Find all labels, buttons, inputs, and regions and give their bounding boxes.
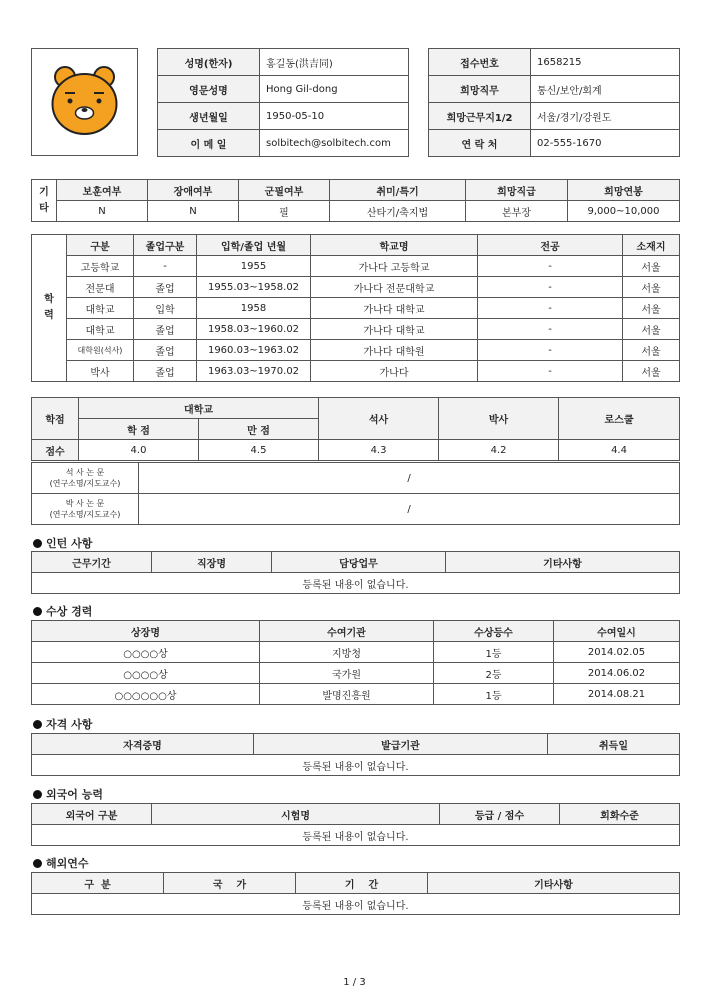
edu-type: 박사 bbox=[67, 361, 134, 382]
edu-school: 가나다 대학원 bbox=[311, 340, 478, 361]
etc-value: N bbox=[148, 201, 239, 222]
edu-school: 가나다 대학교 bbox=[311, 319, 478, 340]
etc-value: 산타기/축지법 bbox=[330, 201, 466, 222]
master-thesis-value: / bbox=[139, 463, 680, 494]
grades-full: 만 점 bbox=[199, 419, 319, 440]
overseas-header: 구 분 bbox=[32, 873, 164, 894]
language-section-title: 외국어 능력 bbox=[33, 786, 103, 802]
etc-value: 필 bbox=[239, 201, 330, 222]
award-date: 2014.02.05 bbox=[554, 642, 680, 663]
job-value: 통신/보안/회계 bbox=[531, 76, 680, 103]
edu-header: 입학/졸업 년월 bbox=[197, 235, 311, 256]
intern-empty: 등록된 내용이 없습니다. bbox=[32, 573, 680, 594]
contact-label: 연 락 처 bbox=[429, 130, 531, 157]
etc-header: 취미/특기 bbox=[330, 180, 466, 201]
contact-value: 02-555-1670 bbox=[531, 130, 680, 157]
edu-location: 서울 bbox=[623, 277, 680, 298]
grades-univ: 대학교 bbox=[79, 398, 319, 419]
application-table bbox=[428, 48, 680, 157]
photo-box bbox=[31, 48, 138, 156]
award-org: 지방청 bbox=[260, 642, 434, 663]
awards-header: 수여기관 bbox=[260, 621, 434, 642]
edu-status: - bbox=[134, 256, 197, 277]
edu-status: 졸업 bbox=[134, 340, 197, 361]
master-thesis-label: 석 사 논 문 (연구소명/지도교수) bbox=[32, 463, 139, 494]
language-header: 등급 / 점수 bbox=[440, 804, 560, 825]
intern-header: 담당업무 bbox=[272, 552, 446, 573]
table-row bbox=[32, 319, 680, 340]
edu-school: 가나다 고등학교 bbox=[311, 256, 478, 277]
award-rank: 1등 bbox=[434, 642, 554, 663]
etc-value: 9,000~10,000 bbox=[568, 201, 680, 222]
edu-major: - bbox=[478, 298, 623, 319]
bullet-icon bbox=[33, 859, 42, 868]
edu-period: 1963.03~1970.02 bbox=[197, 361, 311, 382]
eng-name-label: 영문성명 bbox=[158, 76, 260, 103]
intern-section-title: 인턴 사항 bbox=[33, 535, 92, 551]
grades-master: 석사 bbox=[319, 398, 439, 440]
thesis-table bbox=[31, 462, 680, 525]
edu-header: 구분 bbox=[67, 235, 134, 256]
language-empty: 등록된 내용이 없습니다. bbox=[32, 825, 680, 846]
license-empty: 등록된 내용이 없습니다. bbox=[32, 755, 680, 776]
area-value: 서울/경기/강원도 bbox=[531, 103, 680, 130]
intern-header: 근무기간 bbox=[32, 552, 152, 573]
grades-table bbox=[31, 397, 680, 461]
edu-type: 대학교 bbox=[67, 298, 134, 319]
score-value: 4.2 bbox=[439, 440, 559, 461]
license-header: 자격증명 bbox=[32, 734, 254, 755]
edu-major: - bbox=[478, 319, 623, 340]
name-label: 성명(한자) bbox=[158, 49, 260, 76]
etc-table bbox=[31, 179, 680, 222]
score-label: 점수 bbox=[32, 440, 79, 461]
award-rank: 1등 bbox=[434, 684, 554, 705]
edu-location: 서울 bbox=[623, 256, 680, 277]
edu-location: 서울 bbox=[623, 319, 680, 340]
bullet-icon bbox=[33, 790, 42, 799]
intern-header: 기타사항 bbox=[446, 552, 680, 573]
table-row bbox=[32, 298, 680, 319]
edu-type: 전문대 bbox=[67, 277, 134, 298]
edu-header: 전공 bbox=[478, 235, 623, 256]
doctor-thesis-label: 박 사 논 문 (연구소명/지도교수) bbox=[32, 494, 139, 525]
receipt-value: 1658215 bbox=[531, 49, 680, 76]
intern-header: 직장명 bbox=[152, 552, 272, 573]
etc-value: 본부장 bbox=[466, 201, 568, 222]
edu-status: 졸업 bbox=[134, 361, 197, 382]
edu-major: - bbox=[478, 361, 623, 382]
edu-location: 서울 bbox=[623, 361, 680, 382]
receipt-label: 접수번호 bbox=[429, 49, 531, 76]
edu-school: 가나다 bbox=[311, 361, 478, 382]
award-rank: 2등 bbox=[434, 663, 554, 684]
edu-major: - bbox=[478, 256, 623, 277]
awards-table bbox=[31, 620, 680, 705]
table-row bbox=[32, 256, 680, 277]
grades-points: 학 점 bbox=[79, 419, 199, 440]
award-name: ○○○○○○상 bbox=[32, 684, 260, 705]
edu-period: 1958.03~1960.02 bbox=[197, 319, 311, 340]
awards-header: 수상등수 bbox=[434, 621, 554, 642]
edu-major: - bbox=[478, 340, 623, 361]
license-header: 취득일 bbox=[548, 734, 680, 755]
name-value: 홍길동(洪吉同) bbox=[260, 49, 409, 76]
score-value: 4.0 bbox=[79, 440, 199, 461]
language-header: 시험명 bbox=[152, 804, 440, 825]
etc-header: 보훈여부 bbox=[57, 180, 148, 201]
edu-status: 졸업 bbox=[134, 277, 197, 298]
score-value: 4.3 bbox=[319, 440, 439, 461]
email-value[interactable]: solbitech@solbitech.com bbox=[260, 130, 409, 157]
overseas-header: 국 가 bbox=[164, 873, 296, 894]
bullet-icon bbox=[33, 720, 42, 729]
grades-corner: 학점 bbox=[32, 398, 79, 440]
grades-doctor: 박사 bbox=[439, 398, 559, 440]
award-name: ○○○○상 bbox=[32, 642, 260, 663]
etc-header: 군필여부 bbox=[239, 180, 330, 201]
edu-status: 졸업 bbox=[134, 319, 197, 340]
etc-header: 희망직급 bbox=[466, 180, 568, 201]
language-header: 외국어 구분 bbox=[32, 804, 152, 825]
education-table bbox=[31, 234, 680, 382]
edu-status: 입학 bbox=[134, 298, 197, 319]
score-value: 4.4 bbox=[559, 440, 680, 461]
edu-location: 서울 bbox=[623, 340, 680, 361]
edu-period: 1960.03~1963.02 bbox=[197, 340, 311, 361]
page-number: 1 / 3 bbox=[343, 977, 366, 988]
edu-period: 1955 bbox=[197, 256, 311, 277]
job-label: 희망직무 bbox=[429, 76, 531, 103]
edu-header: 소재지 bbox=[623, 235, 680, 256]
bullet-icon bbox=[33, 539, 42, 548]
edu-type: 대학교 bbox=[67, 319, 134, 340]
overseas-empty: 등록된 내용이 없습니다. bbox=[32, 894, 680, 915]
overseas-header: 기 간 bbox=[296, 873, 428, 894]
edu-school: 가나다 전문대학교 bbox=[311, 277, 478, 298]
edu-header: 학교명 bbox=[311, 235, 478, 256]
bullet-icon bbox=[33, 607, 42, 616]
doctor-thesis-value: / bbox=[139, 494, 680, 525]
edu-school: 가나다 대학교 bbox=[311, 298, 478, 319]
table-row bbox=[32, 663, 680, 684]
award-date: 2014.06.02 bbox=[554, 663, 680, 684]
license-section-title: 자격 사항 bbox=[33, 716, 92, 732]
language-table bbox=[31, 803, 680, 846]
language-header: 회화수준 bbox=[560, 804, 680, 825]
license-table bbox=[31, 733, 680, 776]
email-label: 이 메 일 bbox=[158, 130, 260, 157]
award-name: ○○○○상 bbox=[32, 663, 260, 684]
table-row bbox=[32, 361, 680, 382]
edu-major: - bbox=[478, 277, 623, 298]
table-row bbox=[32, 340, 680, 361]
etc-side-label: 기 타 bbox=[32, 180, 57, 222]
award-org: 국가원 bbox=[260, 663, 434, 684]
eng-name-value: Hong Gil-dong bbox=[260, 76, 409, 103]
etc-value: N bbox=[57, 201, 148, 222]
award-org: 발명진흥원 bbox=[260, 684, 434, 705]
intern-table bbox=[31, 551, 680, 594]
edu-type: 고등학교 bbox=[67, 256, 134, 277]
edu-period: 1958 bbox=[197, 298, 311, 319]
area-label: 희망근무지1/2 bbox=[429, 103, 531, 130]
awards-section-title: 수상 경력 bbox=[33, 603, 92, 619]
score-value: 4.5 bbox=[199, 440, 319, 461]
profile-table bbox=[157, 48, 409, 157]
birth-value: 1950-05-10 bbox=[260, 103, 409, 130]
overseas-table bbox=[31, 872, 680, 915]
table-row bbox=[32, 642, 680, 663]
etc-header: 장애여부 bbox=[148, 180, 239, 201]
edu-type: 대학원(석사) bbox=[67, 340, 134, 361]
award-date: 2014.08.21 bbox=[554, 684, 680, 705]
overseas-header: 기타사항 bbox=[428, 873, 680, 894]
license-header: 발급기관 bbox=[254, 734, 548, 755]
bear-avatar-icon bbox=[32, 49, 137, 155]
education-side-label: 학 력 bbox=[32, 235, 67, 382]
etc-header: 희망연봉 bbox=[568, 180, 680, 201]
table-row bbox=[32, 684, 680, 705]
awards-header: 상장명 bbox=[32, 621, 260, 642]
edu-header: 졸업구분 bbox=[134, 235, 197, 256]
edu-period: 1955.03~1958.02 bbox=[197, 277, 311, 298]
overseas-section-title: 해외연수 bbox=[33, 855, 89, 871]
birth-label: 생년월일 bbox=[158, 103, 260, 130]
table-row bbox=[32, 277, 680, 298]
awards-header: 수여일시 bbox=[554, 621, 680, 642]
grades-law: 로스쿨 bbox=[559, 398, 680, 440]
edu-location: 서울 bbox=[623, 298, 680, 319]
